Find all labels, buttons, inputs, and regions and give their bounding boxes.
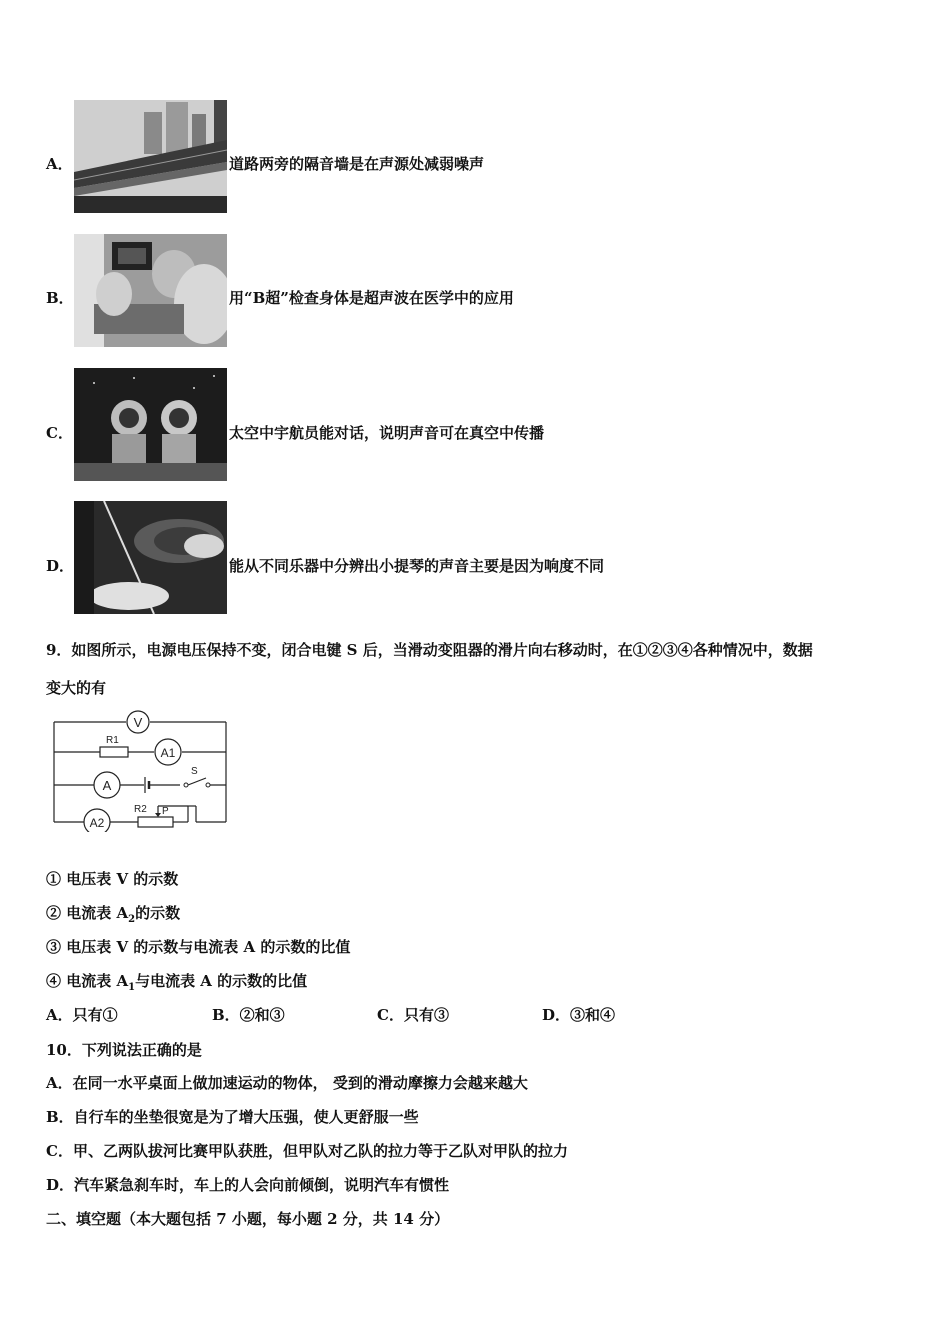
- sound-barrier-wall-photo: [74, 100, 227, 213]
- q9-stem-line2: 变大的有: [46, 679, 107, 697]
- q9-stem-line1: 9．如图所示，电源电压保持不变，闭合电键 S 后，当滑动变阻器的滑片向右移动时，在①②③④各种情况中，数据: [46, 641, 813, 659]
- label-a: A: [102, 778, 112, 793]
- q10-option-c: C．甲、乙两队拔河比赛甲队获胜，但甲队对乙队的拉力等于乙队对甲队的拉力: [46, 1142, 568, 1160]
- option-letter: C．: [46, 424, 73, 442]
- section-heading: 二、填空题（本大题包括 7 小题，每小题 2 分，共 14 分）: [46, 1210, 450, 1228]
- switch-s: [184, 766, 210, 787]
- item-text-post: 的示数: [135, 904, 181, 922]
- item-text: ④ 电流表 A: [46, 972, 129, 990]
- label-v: V: [133, 715, 143, 730]
- label-r1: R1: [106, 735, 119, 746]
- choice-d: D．③和④: [542, 1006, 616, 1024]
- option-text: 太空中宇航员能对话，说明声音可在真空中传播: [229, 424, 545, 442]
- ammeter-a2: [84, 809, 110, 832]
- violin-playing-photo: [74, 501, 227, 614]
- label-s: S: [191, 766, 198, 777]
- option-letter: B．: [46, 289, 74, 307]
- item-subscript: 1: [128, 982, 136, 993]
- q10-stem: 10．下列说法正确的是: [46, 1041, 202, 1059]
- battery: [145, 777, 149, 793]
- q9-item-3: [46, 936, 350, 957]
- option-text: 用“B超”检查身体是超声波在医学中的应用: [229, 289, 514, 307]
- q10-option-d: D．汽车紧急刹车时，车上的人会向前倾倒，说明汽车有惯性: [46, 1176, 450, 1194]
- voltmeter-v: [127, 711, 149, 733]
- item-text: ③ 电压表 V 的示数与电流表 A 的示数的比值: [46, 938, 351, 956]
- q9-item-1: [46, 868, 178, 889]
- q10-option-b: B．自行车的坐垫很宽是为了增大压强，使人更舒服一些: [46, 1108, 419, 1126]
- b-ultrasound-exam-photo: [74, 234, 227, 347]
- choice-c: C．只有③: [377, 1006, 449, 1024]
- q10-option-a: A．在同一水平桌面上做加速运动的物体， 受到的滑动摩擦力会越来越大: [46, 1074, 528, 1092]
- label-a1: A1: [160, 746, 176, 760]
- rheostat-r2: [138, 817, 173, 827]
- option-text: 道路两旁的隔音墙是在声源处减弱噪声: [229, 155, 485, 173]
- option-letter: D．: [46, 557, 75, 575]
- ammeter-a: [94, 772, 120, 798]
- resistor-r1: [100, 747, 128, 757]
- item-text: ① 电压表 V 的示数: [46, 870, 179, 888]
- ammeter-a1: [155, 739, 181, 765]
- label-p: P: [162, 806, 169, 817]
- item-text-post: 与电流表 A 的示数的比值: [135, 972, 308, 990]
- astronauts-in-space-photo: [74, 368, 227, 481]
- choice-a: A．只有①: [46, 1006, 118, 1024]
- label-a2: A2: [89, 816, 105, 830]
- circuit-diagram: [48, 708, 232, 832]
- item-subscript: 2: [128, 914, 136, 925]
- option-letter: A．: [46, 155, 73, 173]
- choice-b: B．②和③: [212, 1006, 285, 1024]
- item-text: ② 电流表 A: [46, 904, 129, 922]
- q9-item-4: [46, 970, 307, 993]
- option-text: 能从不同乐器中分辨出小提琴的声音主要是因为响度不同: [229, 557, 605, 575]
- q9-item-2: [46, 902, 180, 925]
- label-r2: R2: [134, 804, 147, 815]
